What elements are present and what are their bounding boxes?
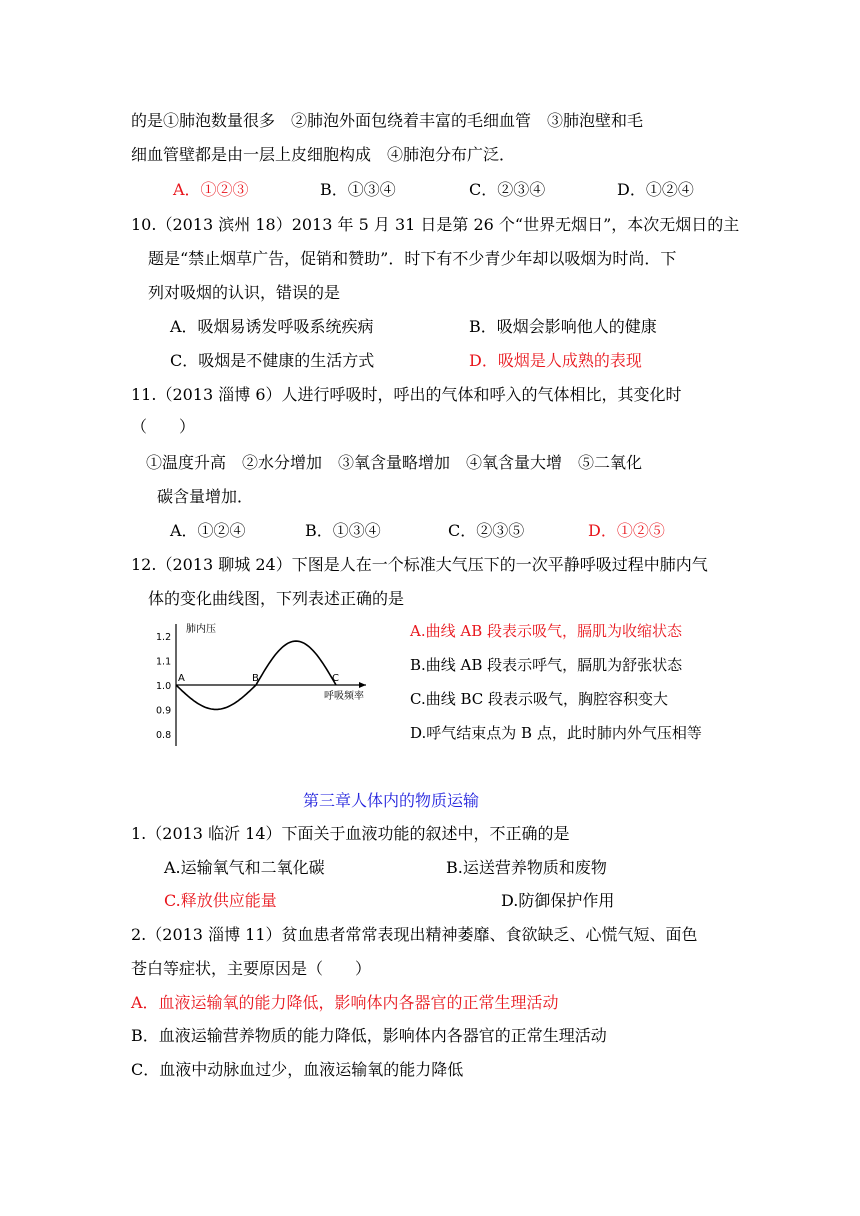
c3q2-option-a: A．血液运输氧的能力降低，影响体内各器官的正常生理活动: [131, 993, 559, 1012]
q12-option-c: C.曲线 BC 段表示吸气，胸腔容积变大: [410, 690, 669, 708]
q11-stem-line2: （ ）: [131, 417, 196, 436]
y-tick-label: 0.8: [156, 729, 172, 741]
q9-stem-line1: 的是①肺泡数量很多 ②肺泡外面包绕着丰富的毛细血管 ③肺泡壁和毛: [131, 111, 644, 130]
q12-option-b: B.曲线 AB 段表示呼气，膈肌为舒张状态: [410, 656, 683, 674]
q12-stem-line2: 体的变化曲线图，下列表述正确的是: [148, 589, 405, 608]
q11-items-line2: 碳含量增加．: [157, 487, 254, 506]
q11-option-a: A．①②④: [170, 521, 246, 540]
c3q1-option-d: D.防御保护作用: [501, 891, 615, 910]
point-label: A: [178, 673, 185, 684]
c3q1-option-c: C.释放供应能量: [164, 891, 277, 910]
q12-option-d: D.呼气结束点为 B 点，此时肺内外气压相等: [410, 724, 702, 742]
c3q1-option-b: B.运送营养物质和废物: [446, 858, 607, 877]
q9-option-a: A．①②③: [173, 180, 249, 199]
q10-option-a: A．吸烟易诱发呼吸系统疾病: [170, 317, 374, 336]
q11-stem-line1: 11.（2013 淄博 6）人进行呼吸时，呼出的气体和呼入的气体相比，其变化时: [131, 385, 682, 404]
c3q2-stem-line1: 2.（2013 淄博 11）贫血患者常常表现出精神萎靡、食欲缺乏、心慌气短、面色: [131, 925, 698, 944]
y-tick-label: 1.0: [156, 681, 172, 692]
c3q2-option-b: B．血液运输营养物质的能力降低，影响体内各器官的正常生理活动: [131, 1026, 607, 1045]
q11-option-b: B．①③④: [305, 521, 381, 540]
y-tick-label: 1.1: [156, 656, 172, 668]
q9-option-d: D．①②④: [617, 180, 694, 199]
y-axis-label: 肺内压: [186, 624, 216, 635]
q10-stem-line2: 题是“禁止烟草广告，促销和赞助”．时下有不少青少年却以吸烟为时尚．下: [148, 249, 677, 268]
q11-option-d: D．①②⑤: [588, 521, 665, 540]
point-label: C: [332, 673, 339, 684]
c3q1-option-a: A.运输氧气和二氧化碳: [164, 858, 325, 877]
q9-option-c: C．②③④: [469, 180, 546, 199]
q10-stem-line1: 10.（2013 滨州 18）2013 年 5 月 31 日是第 26 个“世界无烟日”，本次无烟日的主: [131, 215, 740, 234]
q9-stem-line2: 细血管壁都是由一层上皮细胞构成 ④肺泡分布广泛．: [131, 145, 516, 164]
y-tick-label: 0.9: [156, 705, 172, 717]
c3q2-stem-line2: 苍白等症状，主要原因是（ ）: [131, 959, 372, 978]
c3q2-option-c: C．血液中动脉血过少，血液运输氧的能力降低: [131, 1060, 464, 1079]
y-tick-label: 1.2: [156, 632, 172, 644]
x-axis-label: 呼吸频率: [324, 691, 364, 702]
c3q1-stem: 1.（2013 临沂 14）下面关于血液功能的叙述中，不正确的是: [131, 824, 570, 843]
q10-option-c: C．吸烟是不健康的生活方式: [170, 351, 375, 370]
q12-option-a: A.曲线 AB 段表示吸气，膈肌为收缩状态: [410, 622, 682, 640]
q11-items-line1: ①温度升高 ②水分增加 ③氧含量略增加 ④氧含量大增 ⑤二氧化: [146, 453, 643, 472]
q12-stem-line1: 12.（2013 聊城 24）下图是人在一个标准大气压下的一次平静呼吸过程中肺内气: [131, 555, 708, 574]
q9-option-b: B．①③④: [320, 180, 396, 199]
q11-option-c: C．②③⑤: [448, 521, 525, 540]
chapter-title: 第三章人体内的物质运输: [303, 791, 480, 810]
q10-option-d: D．吸烟是人成熟的表现: [469, 351, 642, 370]
q10-stem-line3: 列对吸烟的认识，错误的是: [148, 283, 341, 302]
q10-option-b: B．吸烟会影响他人的健康: [469, 317, 657, 336]
point-label: B: [252, 673, 259, 684]
lung-pressure-chart: [156, 614, 388, 752]
x-axis-arrow: [359, 682, 366, 688]
